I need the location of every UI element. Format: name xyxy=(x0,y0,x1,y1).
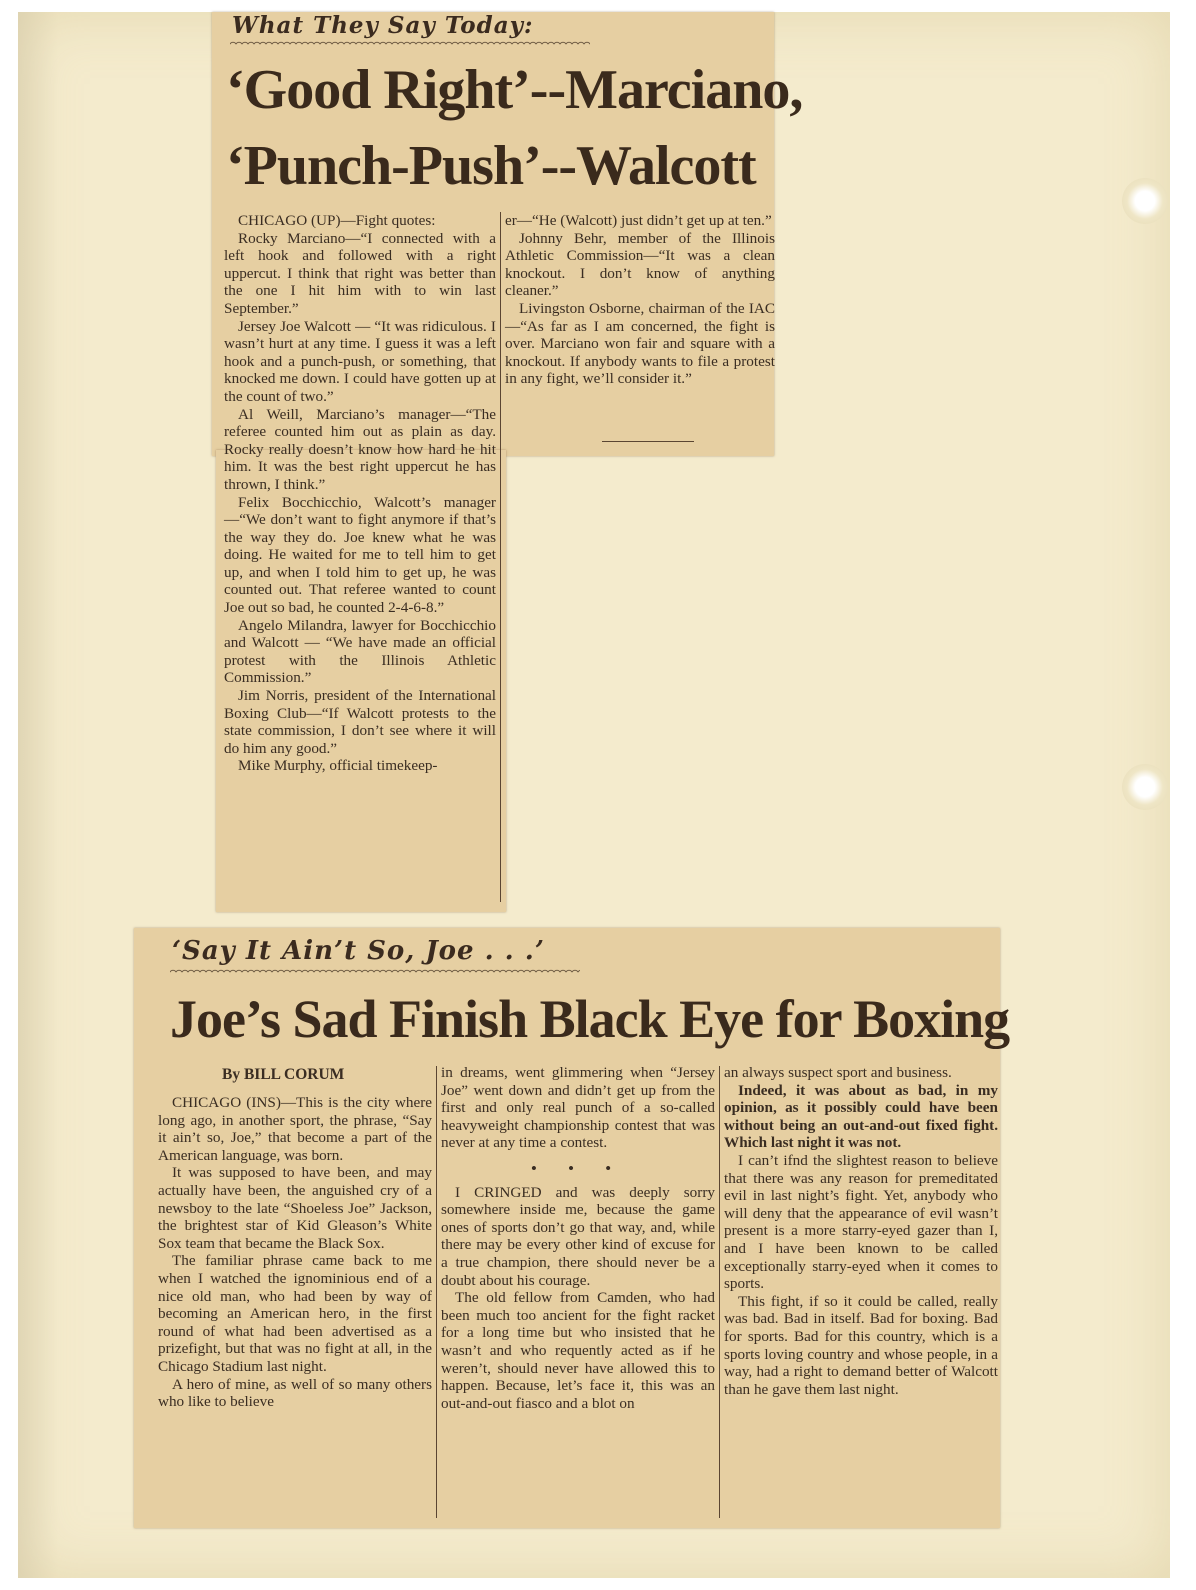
paragraph: It was supposed to have been, and may actually have been, the anguished cry of a newsboy to the late “Shoeless Joe” Jackson, the brightest star of Kid Gleason’s White Sox team that became the Black Sox. xyxy=(158,1164,432,1252)
column-rule xyxy=(719,1066,720,1518)
kicker-underline xyxy=(170,968,580,974)
paragraph: A hero of mine, as well of so many others who like to believe xyxy=(158,1375,432,1411)
article2-column-1 xyxy=(158,1094,432,1411)
page-edge-shadow xyxy=(18,12,58,1578)
paragraph: an always suspect sport and business. xyxy=(724,1064,952,1081)
paragraph: Al Weill, Marciano’s manager—“The referee counted him out as plain as day. Rocky really doesn’t know how hard he hit him. It was the best right uppercut he has thrown, I think.” xyxy=(224,405,496,493)
paragraph: • • • xyxy=(531,1159,625,1177)
article2-column-3 xyxy=(724,1064,998,1398)
paragraph: This fight, if so it could be called, really was bad. Bad in itself. Bad for boxing. Bad for sports. Bad for this country, which is a sports loving country and whose people, in a way, had a right to demand better of Walcott than he gave them last night. xyxy=(724,1292,998,1398)
paragraph: Indeed, it was about as bad, in my opinion, as it possibly could have been without being an out-and-out fixed fight. Which last night it was not. xyxy=(724,1081,998,1152)
paragraph: The old fellow from Camden, who had been much too ancient for the fight racket for a long time but who insisted that he wasn’t and who requently acted as if he weren’t, should never have allowed this to happen. Because, let’s face it, this was an out-and-out fiasco and a blot on xyxy=(441,1289,715,1412)
paragraph: Mike Murphy, official timekeep- xyxy=(238,757,438,775)
paragraph: Rocky Marciano—“I connected with a left hook and followed with a right uppercut. I think that right was better than the one I hit him with to win last September.” xyxy=(224,229,496,317)
article1-kicker: What They Say Today: xyxy=(232,12,534,39)
paragraph: in dreams, went glimmering when “Jersey Joe” went down and didn’t get up from the first and only real punch of a so-called heavyweight championship contest that was never at any time a contest. xyxy=(441,1064,715,1152)
paragraph: The familiar phrase came back to me when I watched the ignominious end of a nice old man, who had been by way of becoming an American hero, in the first round of what had been advertised as a prizefight, but that was no fight at all, in the Chicago Stadium last night. xyxy=(158,1252,432,1375)
paragraph: Livingston Osborne, chairman of the IAC—“As far as I am concerned, the fight is over. Marciano won fair and square with a knockout. If anybody wants to file a protest in any fight, we’ll consider it.” xyxy=(505,299,775,388)
article2-column-2 xyxy=(441,1064,715,1412)
paragraph: er—“He (Walcott) just didn’t get up at ten.” xyxy=(505,212,772,229)
article1-column-1 xyxy=(224,212,496,775)
article1-headline-line2: ‘Punch-Push’--Walcott xyxy=(226,135,756,197)
paragraph: CHICAGO (INS)—This is the city where long ago, in another sport, the phrase, “Say it ain’t so, Joe,” that become a part of the American language, was born. xyxy=(158,1094,432,1164)
kicker-underline xyxy=(230,40,590,46)
paragraph: I CRINGED and was deeply sorry somewhere inside me, because the game ones of sports don’t go that way, and, while there may be every other kind of excuse for a true champion, there should never be a doubt about his courage. xyxy=(441,1183,715,1289)
article2-kicker: ‘Say It Ain’t So, Joe . . .’ xyxy=(172,936,545,966)
article2-headline: Joe’s Sad Finish Black Eye for Boxing xyxy=(170,989,1010,1049)
article1-headline-line1: ‘Good Right’--Marciano, xyxy=(226,59,803,121)
column-rule xyxy=(436,1066,437,1518)
paragraph: I can’t ifnd the slightest reason to believe that there was any reason for premeditated evil in last night’s fight. Yet, anybody who will deny that the appearance of evil wasn’t present is a more starry-eyed gazer than I, and I have been known to be called exceptionally starry-eyed when it comes to sports. xyxy=(724,1151,998,1293)
article1-column-2 xyxy=(505,212,775,388)
column-rule xyxy=(500,212,501,902)
paragraph: Johnny Behr, member of the Illinois Athletic Commission—“It was a clean knockout. I don’t know of anything cleaner.” xyxy=(505,229,775,300)
paragraph: CHICAGO (UP)—Fight quotes: xyxy=(238,212,436,229)
paragraph: Jim Norris, president of the International Boxing Club—“If Walcott protests to the state commission, I don’t see where it will do him any good.” xyxy=(224,687,496,757)
binder-hole xyxy=(1122,764,1168,810)
byline: By BILL CORUM xyxy=(222,1066,345,1083)
paragraph: Angelo Milandra, lawyer for Bocchicchio and Walcott — “We have made an official protest with the Illinois Athletic Commission.” xyxy=(224,616,496,687)
paragraph: Jersey Joe Walcott — “It was ridiculous. I wasn’t hurt at any time. I guess it was a left hook and a punch-push, or something, that knocked me down. I could have gotten up at the count of two.” xyxy=(224,317,496,405)
paragraph: Felix Bocchicchio, Walcott’s manager—“We don’t want to fight anymore if that’s the way they do. Joe knew what he was doing. He waited for me to tell him to get up, and when I told him to get up, he was counted out. That referee wanted to count Joe out so bad, he counted 2-4-6-8.” xyxy=(224,493,496,617)
binder-hole xyxy=(1122,178,1168,224)
end-rule xyxy=(602,441,694,442)
